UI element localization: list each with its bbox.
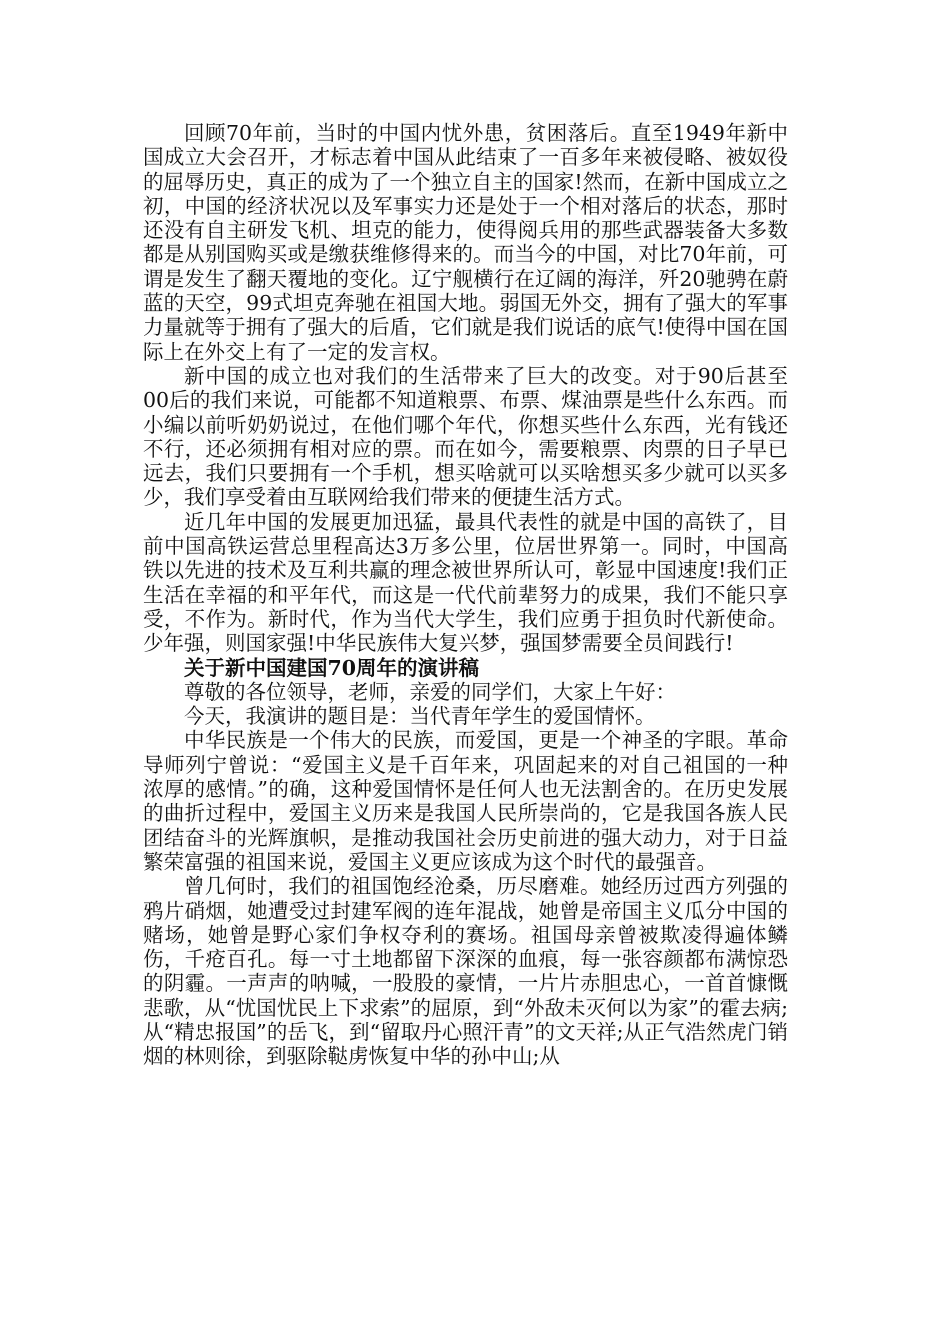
speech-heading: 关于新中国建国70周年的演讲稿 [184,655,480,680]
paragraph-high-speed-rail: 近几年中国的发展更加迅猛，最具代表性的就是中国的高铁了，目前中国高铁运营总里程高达3万多公里，位居世界第一。同时，中国高铁以先进的技术及互利共赢的理念被世界所认可，彰显中国速度!我们正生活在幸福的和平年代，而这是一代代前辈努力的成果，我们不能只享受，不作为。新时代，作为当代大学生，我们应勇于担负时代新使命。少年强，则国家强!中华民族伟大复兴梦，强国梦需要全员间践行! [143,509,788,656]
paragraph-life-changes: 新中国的成立也对我们的生活带来了巨大的改变。对于90后甚至00后的我们来说，可能都不知道粮票、布票、煤油票是些什么东西。而小编以前听奶奶说过，在他们哪个年代，你想买些什么东西，光有钱还不行，还必须拥有相对应的票。而在如今，需要粮票、肉票的日子早已远去，我们只要拥有一个手机，想买啥就可以买啥想买多少就可以买多少，我们享受着由互联网给我们带来的便捷生活方式。 [143,363,788,510]
speech-topic: 今天，我演讲的题目是：当代青年学生的爱国情怀。 [184,704,656,729]
speech-paragraph-patriotism: 中华民族是一个伟大的民族，而爱国，更是一个神圣的字眼。革命导师列宁曾说：“爱国主义是千百年来，巩固起来的对自己祖国的一种浓厚的感情。”的确，这种爱国情怀是任何人也无法割舍的。在历史发展的曲折过程中，爱国主义历来是我国人民所崇尚的，它是我国各族人民团结奋斗的光辉旗帜，是推动我国社会历史前进的强大动力，对于日益繁荣富强的祖国来说，爱国主义更应该成为这个时代的最强音。 [143,728,788,874]
document-body [143,121,788,1069]
speech-greeting: 尊敬的各位领导，老师，亲爱的同学们，大家上午好： [184,679,676,704]
speech-paragraph-history: 曾几何时，我们的祖国饱经沧桑，历尽磨难。她经历过西方列强的鸦片硝烟，她遭受过封建军阀的连年混战，她曾是帝国主义瓜分中国的赌场，她曾是野心家们争权夺利的赛场。祖国母亲曾被欺凌得遍体鳞伤，千疮百孔。每一寸土地都留下深深的血痕，每一张容颜都布满惊恐的阴霾。一声声的呐喊，一股股的豪情，一片片赤胆忠心，一首首慷慨悲歌，从“忧国忧民上下求索”的屈原，到“外敌未灭何以为家”的霍去病;从“精忠报国”的岳飞，到“留取丹心照汗青”的文天祥;从正气浩然虎门销烟的林则徐，到驱除鞑虏恢复中华的孙中山;从 [143,874,788,1069]
paragraph-review-70-years: 回顾70年前，当时的中国内忧外患，贫困落后。直至1949年新中国成立大会召开，才标志着中国从此结束了一百多年来被侵略、被奴役的屈辱历史，真正的成为了一个独立自主的国家!然而，在新中国成立之初，中国的经济状况以及军事实力还是处于一个相对落后的状态，那时还没有自主研发飞机、坦克的能力，使得阅兵用的那些武器装备大多数都是从别国购买或是缴获维修得来的。而当今的中国，对比70年前，可谓是发生了翻天覆地的变化。辽宁舰横行在辽阔的海洋，歼20驰骋在蔚蓝的天空，99式坦克奔驰在祖国大地。弱国无外交，拥有了强大的军事力量就等于拥有了强大的后盾，它们就是我们说话的底气!使得中国在国际上在外交上有了一定的发言权。 [143,121,788,364]
